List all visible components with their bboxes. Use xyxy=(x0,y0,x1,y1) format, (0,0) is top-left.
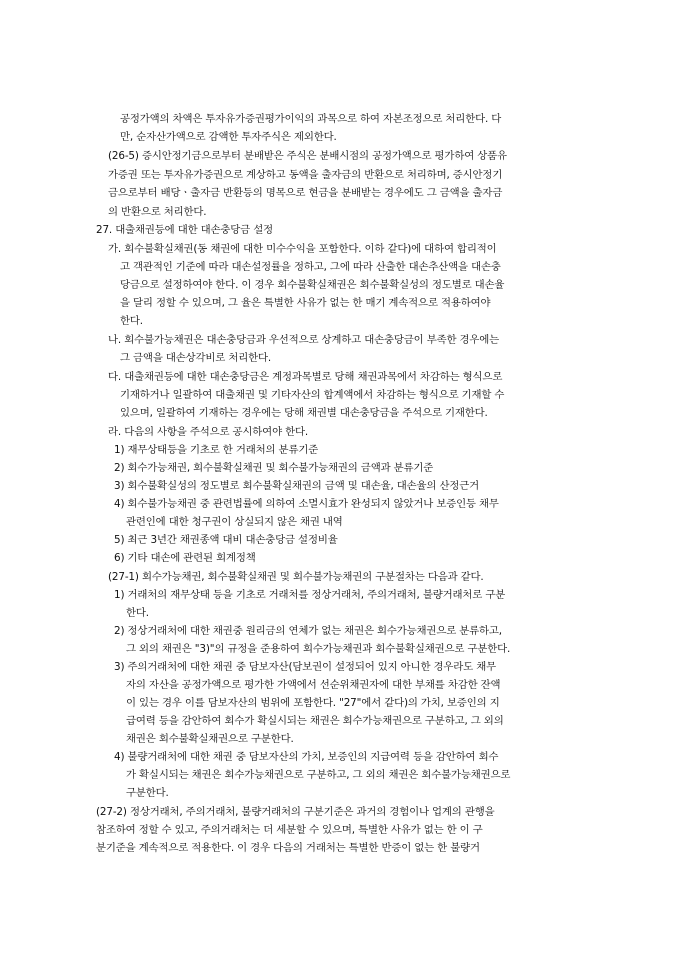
text-line: 1) 재무상태등을 기초로 한 거래처의 분류기준 xyxy=(114,444,319,456)
text-line: 6) 기타 대손에 관련된 회계정책 xyxy=(114,552,256,564)
text-line: 관련인에 대한 청구권이 상실되지 않은 채권 내역 xyxy=(126,516,343,528)
text-line: 3) 주의거래처에 대한 채권 중 담보자산(담보권이 설정되어 있지 아니한 경우라도 채무 xyxy=(114,661,496,673)
text-line: 고 객관적인 기준에 따라 대손설정률을 정하고, 그에 따라 산출한 대손추산액을 대손충 xyxy=(120,261,501,273)
text-line: 을 달리 정할 수 있으며, 그 율은 특별한 사유가 없는 한 매기 계속적으로 적용하여야 xyxy=(120,297,491,309)
text-line: 그 외의 채권은 "3)"의 규정을 준용하여 회수가능채권과 회수불확실채권으로 구분한다. xyxy=(126,643,511,655)
text-line: 3) 회수불확실성의 정도별로 회수불확실채권의 금액 및 대손율, 대손율의 산정근거 xyxy=(114,480,480,492)
text-line: 공정가액의 차액은 투자유가증권평가이익의 과목으로 하여 자본조정으로 처리한다. 다 xyxy=(120,113,502,125)
text-line: 나. 회수불가능채권은 대손충당금과 우선적으로 상계하고 대손충당금이 부족한 경우에는 xyxy=(108,334,500,346)
text-line: 2) 정상거래처에 대한 채권중 원리금의 연체가 없는 채권은 회수가능채권으로 분류하고, xyxy=(114,625,502,637)
text-line: 가 확실시되는 채권은 회수가능채권으로 구분하고, 그 외의 채권은 회수불가능채권으로 xyxy=(126,769,511,781)
text-line: 급여력 등을 감안하여 회수가 확실시되는 채권은 회수가능채권으로 구분하고, 그 외의 xyxy=(126,715,504,727)
text-line: 구분한다. xyxy=(126,787,169,799)
text-line: 1) 거래처의 재무상태 등을 기초로 거래처를 정상거래처, 주의거래처, 불량거래처로 구분 xyxy=(114,589,506,601)
text-line: 라. 다음의 사항을 주석으로 공시하여야 한다. xyxy=(108,426,309,438)
text-line: (27-2) 정상거래처, 주의거래처, 불량거래처의 구분기준은 과거의 경험이나 업계의 관행을 xyxy=(96,806,495,818)
text-line: 있으며, 일괄하여 기재하는 경우에는 당해 채권별 대손충당금을 주석으로 기재한다. xyxy=(120,407,488,419)
section-heading: 27. 대출채권등에 대한 대손충당금 설정 xyxy=(96,224,273,236)
text-line: 그 금액을 대손상각비로 처리한다. xyxy=(120,352,272,364)
text-line: 만, 순자산가액으로 감액한 투자주식은 제외한다. xyxy=(120,131,337,143)
text-line: 한다. xyxy=(126,607,149,619)
text-line: 참조하여 정할 수 있고, 주의거래처는 더 세분할 수 있으며, 특별한 사유가 없는 한 이 구 xyxy=(96,824,483,836)
text-line: (26-5) 증시안정기금으로부터 분배받은 주식은 분배시점의 공정가액으로 평가하여 상품유 xyxy=(108,150,507,162)
text-line: 자의 자산을 공정가액으로 평가한 가액에서 선순위채권자에 대한 부채를 차감한 잔액 xyxy=(126,679,501,691)
text-line: 가증권 또는 투자유가증권으로 계상하고 동액을 출자금의 반환으로 처리하며, 증시안정기 xyxy=(108,169,503,181)
text-line: 당금으로 설정하여야 한다. 이 경우 회수불확실채권은 회수불확실성의 정도별로 대손율 xyxy=(120,279,505,291)
text-line: 이 있는 경우 이를 담보자산의 범위에 포함한다. "27"에서 같다)의 가치, 보증인의 지 xyxy=(126,697,500,709)
text-line: 4) 회수불가능채권 중 관련법률에 의하여 소멸시효가 완성되지 않았거나 보증인등 채무 xyxy=(114,498,499,510)
text-line: 의 반환으로 처리한다. xyxy=(108,206,207,218)
text-line: 5) 최근 3년간 채권종액 대비 대손충당금 설정비율 xyxy=(114,534,338,546)
text-line: 한다. xyxy=(120,315,143,327)
text-line: 4) 불량거래처에 대한 채권 중 담보자산의 가치, 보증인의 지급여력 등을 감안하여 회수 xyxy=(114,751,499,763)
text-line: 가. 회수불확실채권(동 채권에 대한 미수수익을 포함한다. 이하 같다)에 대하여 합리적이 xyxy=(108,243,497,255)
text-line: 금으로부터 배당ㆍ출자금 반환등의 명목으로 현금을 분배받는 경우에도 그 금액을 출자금 xyxy=(108,187,503,199)
text-line: 2) 회수가능채권, 회수불확실채권 및 회수불가능채권의 금액과 분류기준 xyxy=(114,462,434,474)
text-line: 다. 대출채권등에 대한 대손충당금은 계정과목별로 당해 채권과목에서 차감하는 형식으로 xyxy=(108,371,503,383)
text-line: (27-1) 회수가능채권, 회수불확실채권 및 회수불가능채권의 구분절차는 다음과 같다. xyxy=(108,571,484,583)
text-line: 분기준을 계속적으로 적용한다. 이 경우 다음의 거래처는 특별한 반증이 없는 한 불량거 xyxy=(96,842,480,854)
text-line: 기재하거나 일괄하여 대출채권 및 기타자산의 합계액에서 차감하는 형식으로 기재할 수 xyxy=(120,389,505,401)
text-line: 채권은 회수불확실채권으로 구분한다. xyxy=(126,733,294,745)
